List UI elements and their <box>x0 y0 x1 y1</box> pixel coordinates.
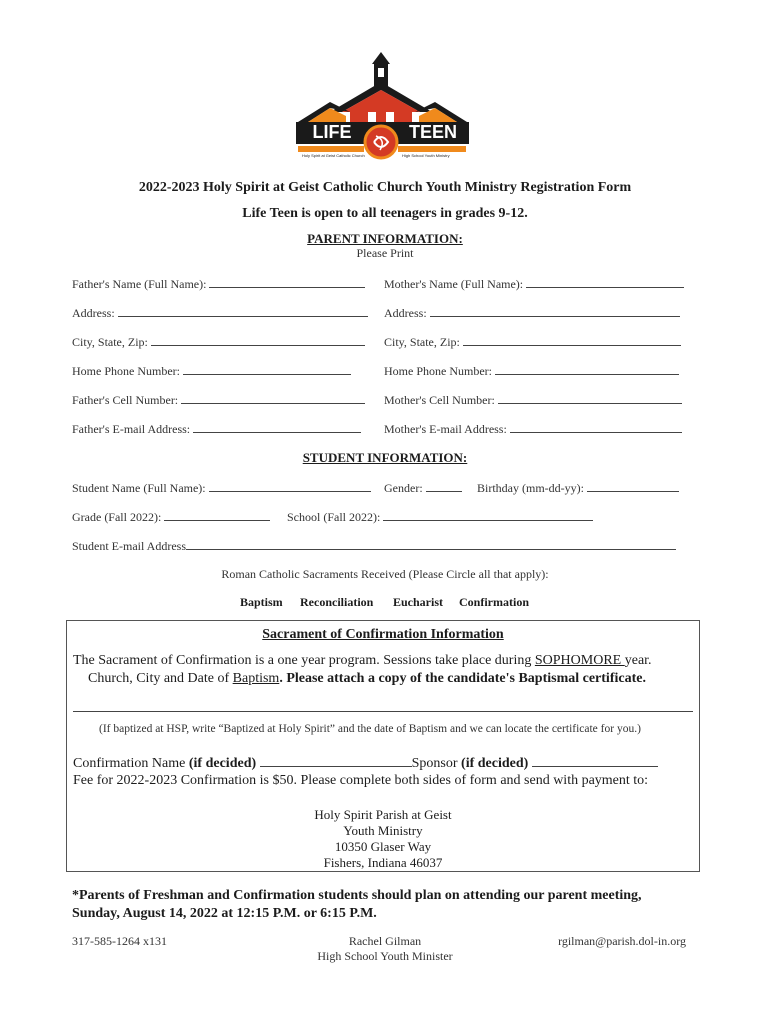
student-email-field[interactable] <box>72 538 676 554</box>
hsp-note: (If baptized at HSP, write “Baptized at Holy Spirit” and the date of Baptism and we can locate the certificate for you.) <box>99 723 641 735</box>
contact-phone: 317-585-1264 x131 <box>72 934 167 948</box>
sacrament-reconciliation[interactable]: Reconciliation <box>300 595 374 609</box>
address-line: Holy Spirit Parish at Geist <box>314 807 452 822</box>
confirmation-name-label: Confirmation Name <box>73 756 189 771</box>
father-name-label: Father's Name (Full Name): <box>72 277 207 291</box>
life-teen-logo <box>290 50 475 165</box>
mother-cell-field[interactable] <box>384 392 682 408</box>
father-name-field[interactable] <box>72 276 365 292</box>
sponsor-label: Sponsor <box>411 756 462 771</box>
father-city-field[interactable] <box>72 334 365 350</box>
form-subtitle: Life Teen is open to all teenagers in grades 9-12. <box>242 206 528 221</box>
student-name-label: Student Name (Full Name): <box>72 481 206 495</box>
baptism-line <box>88 671 646 687</box>
student-email-label: Student E-mail Address <box>72 539 186 553</box>
program-text: The Sacrament of Confirmation is a one year program. Sessions take place during <box>73 653 535 668</box>
address-label: Address: <box>72 306 115 320</box>
contact-name: Rachel Gilman <box>348 934 422 948</box>
school-label: School (Fall 2022): <box>287 510 381 524</box>
year-text: year. <box>624 653 652 668</box>
city-label: City, State, Zip: <box>384 335 460 349</box>
father-cell-label: Father's Cell Number: <box>72 393 179 407</box>
home-phone-label: Home Phone Number: <box>72 364 180 378</box>
father-email-field[interactable] <box>72 421 361 437</box>
mother-address-field[interactable] <box>384 305 680 321</box>
confirmation-info-box <box>66 620 700 872</box>
sophomore-text: SOPHOMORE <box>534 653 625 668</box>
sacrament-confirmation[interactable]: Confirmation <box>459 595 529 609</box>
church-logo-icon <box>290 50 475 165</box>
gender-field[interactable] <box>384 480 462 496</box>
baptism-info-field[interactable] <box>73 711 693 712</box>
father-cell-field[interactable] <box>72 392 365 408</box>
parent-meeting-note: *Parents of Freshman and Confirmation students should plan on attending our parent meeting, <box>72 888 642 903</box>
father-email-label: Father's E-mail Address: <box>72 422 191 436</box>
grade-label: Grade (Fall 2022): <box>72 510 162 524</box>
address-line: Youth Ministry <box>343 823 423 838</box>
grade-field[interactable] <box>72 509 270 525</box>
logo-text-teen: TEEN <box>408 122 457 142</box>
contact-email[interactable]: rgilman@parish.dol-in.org <box>558 934 686 948</box>
school-field[interactable] <box>287 509 593 525</box>
birthday-label: Birthday (mm-dd-yy): <box>477 481 584 495</box>
confirmation-program-line <box>73 653 652 669</box>
mother-city-field[interactable] <box>384 334 681 350</box>
contact-title: High School Youth Minister <box>317 949 453 963</box>
baptism-text: Baptism <box>232 671 280 686</box>
parent-section-heading: PARENT INFORMATION: <box>307 231 463 246</box>
confirmation-name-line[interactable] <box>73 755 658 772</box>
student-name-field[interactable] <box>72 480 371 496</box>
mother-email-label: Mother's E-mail Address: <box>384 422 507 436</box>
father-home-phone-field[interactable] <box>72 363 351 379</box>
logo-subtext-right: High School Youth Ministry <box>402 153 450 158</box>
parent-meeting-date: Sunday, August 14, 2022 at 12:15 P.M. or 6:15 P.M. <box>72 906 377 921</box>
mother-cell-label: Mother's Cell Number: <box>384 393 495 407</box>
sacrament-baptism[interactable]: Baptism <box>240 595 283 609</box>
logo-text-life: LIFE <box>312 122 352 142</box>
address-line: Fishers, Indiana 46037 <box>323 855 443 870</box>
city-label: City, State, Zip: <box>72 335 148 349</box>
fee-line: Fee for 2022-2023 Confirmation is $50. Please complete both sides of form and send with payment to: <box>73 773 649 788</box>
mother-name-label: Mother's Name (Full Name): <box>384 277 524 291</box>
church-city-date-text: Church, City and Date of <box>88 671 233 686</box>
confirmation-heading: Sacrament of Confirmation Information <box>262 627 504 642</box>
address-label: Address: <box>384 306 427 320</box>
birthday-field[interactable] <box>477 480 679 496</box>
attach-certificate-text: . Please attach a copy of the candidate's Baptismal certificate. <box>279 671 646 686</box>
gender-label: Gender: <box>384 481 423 495</box>
form-title: 2022-2023 Holy Spirit at Geist Catholic Church Youth Ministry Registration Form <box>138 180 632 195</box>
address-line: 10350 Glaser Way <box>334 839 432 854</box>
sacraments-prompt: Roman Catholic Sacraments Received (Please Circle all that apply): <box>221 567 549 581</box>
mother-home-phone-field[interactable] <box>384 363 679 379</box>
if-decided-label: (if decided) <box>461 756 529 771</box>
father-address-field[interactable] <box>72 305 368 321</box>
sacrament-eucharist[interactable]: Eucharist <box>393 595 444 609</box>
logo-subtext-left: Holy Spirit at Geist Catholic Church <box>302 153 365 158</box>
mother-email-field[interactable] <box>384 421 682 437</box>
home-phone-label: Home Phone Number: <box>384 364 492 378</box>
if-decided-label: (if decided) <box>188 756 257 771</box>
please-print-note: Please Print <box>356 246 414 260</box>
student-section-heading: STUDENT INFORMATION: <box>302 450 468 465</box>
mailing-address <box>67 807 699 871</box>
mother-name-field[interactable] <box>384 276 684 292</box>
